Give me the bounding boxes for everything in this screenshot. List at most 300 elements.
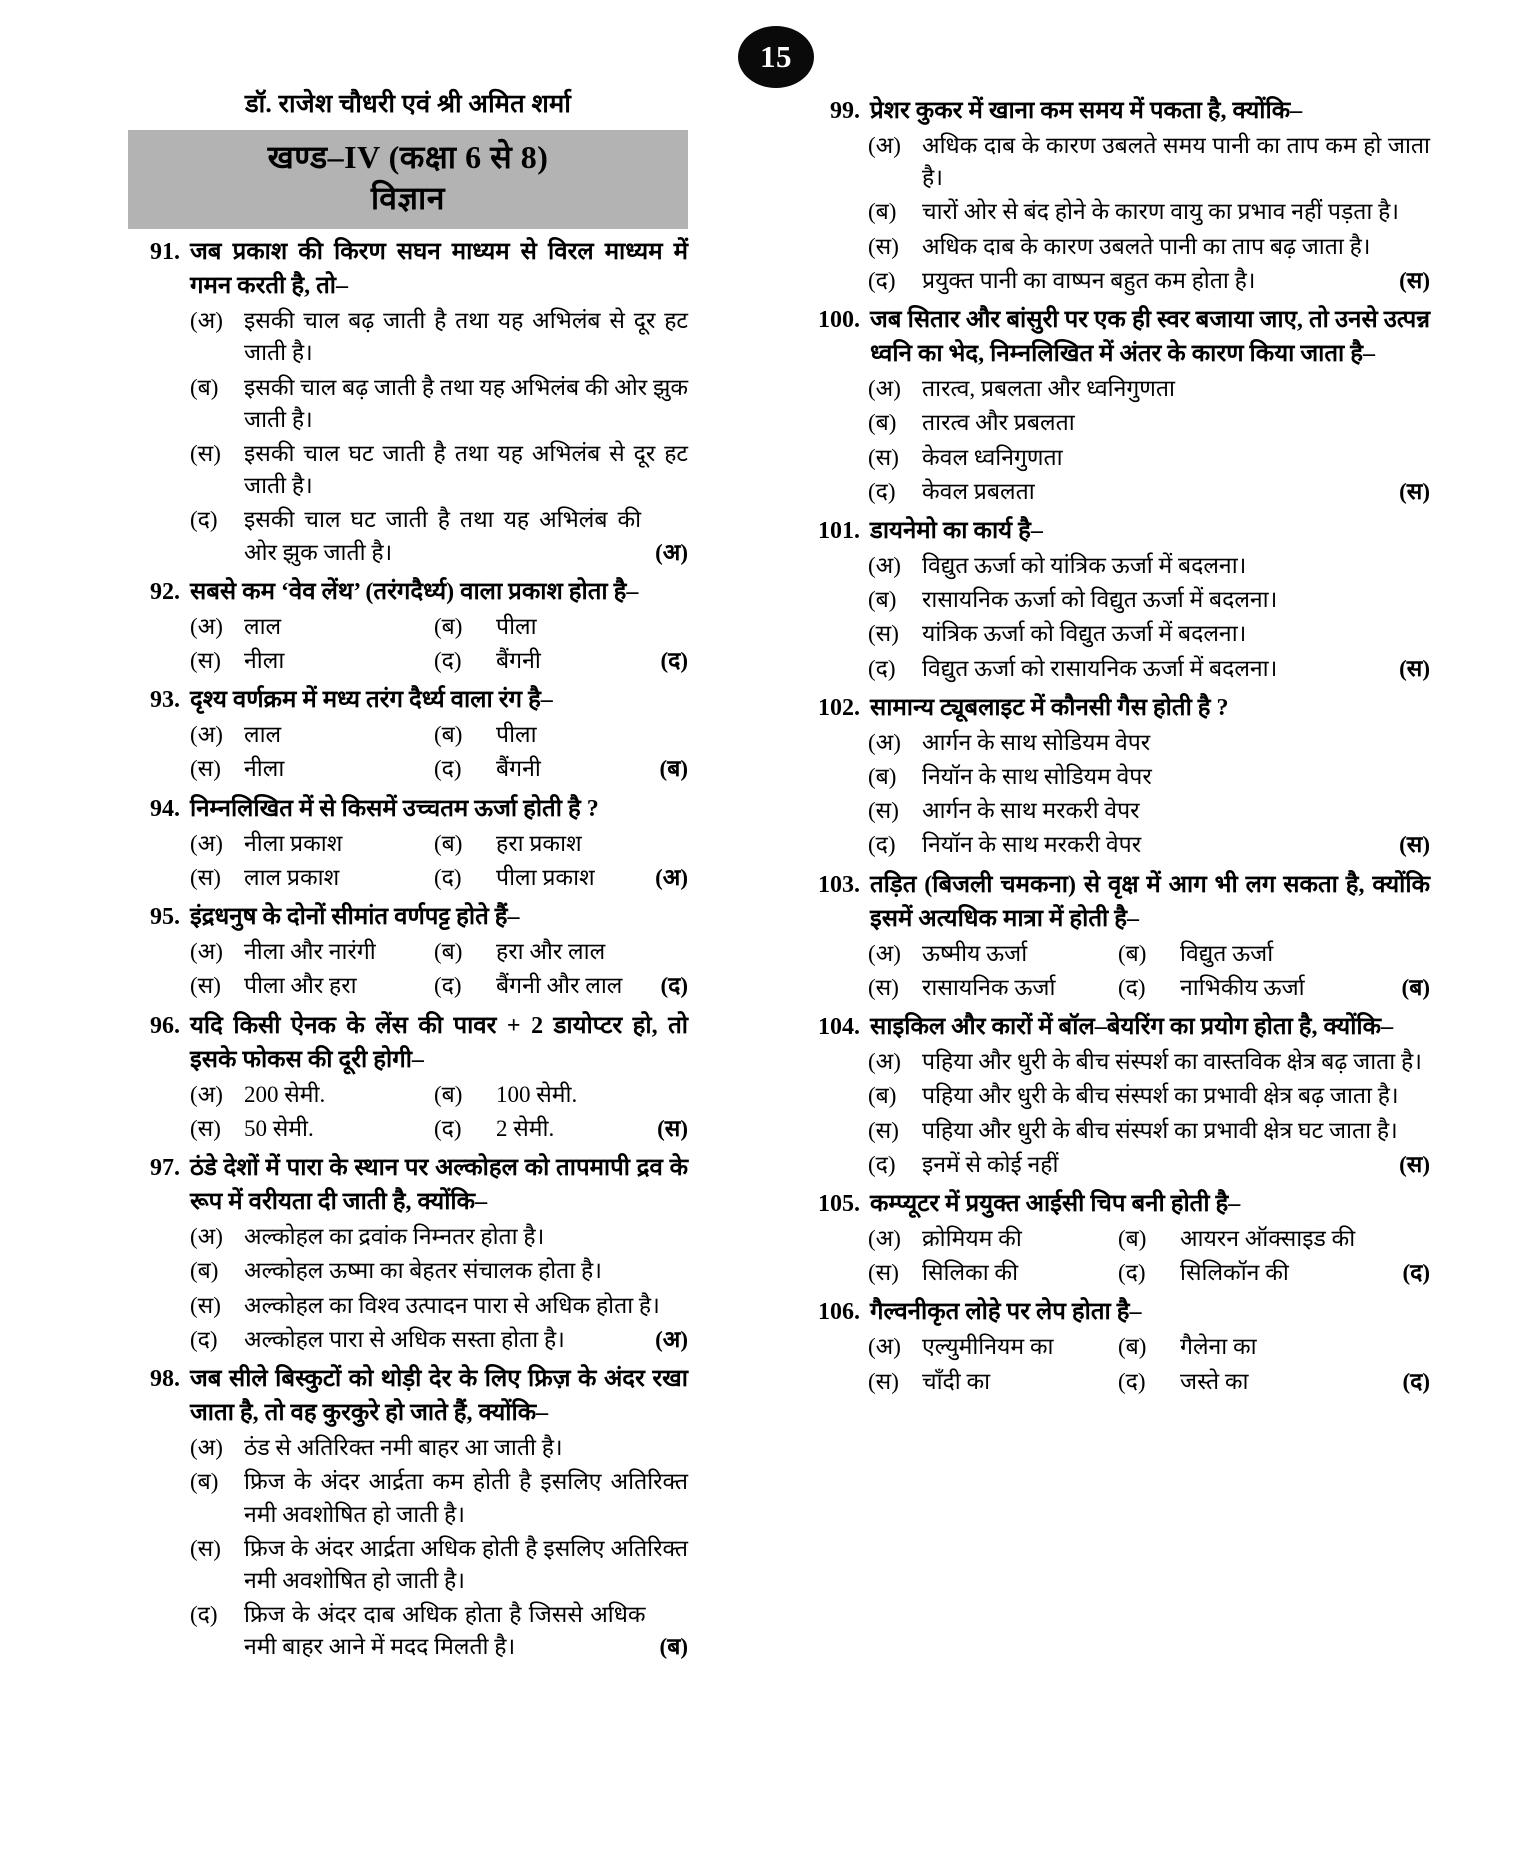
- question-text: सबसे कम ‘वेव लेंथ’ (तरंगदैर्ध्य) वाला प्रकाश होता है–: [190, 578, 639, 605]
- question-text: दृश्य वर्णक्रम में मध्य तरंग दैर्ध्य वाला रंग है–: [190, 687, 553, 714]
- option-item[interactable]: [868, 476, 1430, 508]
- option-key: (द): [1118, 1368, 1146, 1394]
- answer-key: (अ): [655, 864, 688, 890]
- option-label: बैंगनी: [496, 647, 541, 673]
- option-label: इसकी चाल बढ़ जाती है तथा यह अभिलंब की ओर झुक जाती है।: [244, 374, 688, 432]
- option-item[interactable]: [868, 442, 1430, 474]
- option-label: नाभिकीय ऊर्जा: [1180, 974, 1305, 1000]
- option-item[interactable]: [434, 719, 688, 751]
- section-header-band: [128, 130, 688, 229]
- left-column: [128, 0, 688, 1663]
- option-key: (स): [868, 233, 899, 259]
- option-key: (द): [868, 267, 896, 293]
- question-number: 98.: [150, 1365, 180, 1392]
- option-key: (ब): [868, 764, 897, 790]
- option-label: केवल प्रबलता: [922, 478, 1035, 504]
- option-item[interactable]: [868, 972, 1118, 1004]
- option-item[interactable]: [868, 584, 1430, 616]
- option-item[interactable]: [868, 1046, 1430, 1078]
- option-key: (स): [190, 440, 221, 466]
- question-number: 93.: [150, 687, 180, 714]
- option-label: 100 सेमी.: [496, 1081, 578, 1107]
- option-row: [868, 972, 1430, 1004]
- question-heading: [790, 691, 1430, 725]
- question-text: जब सितार और बांसुरी पर एक ही स्वर बजाया जाए, तो उनसे उत्पन्न ध्वनि का भेद, निम्नलिखित में अंतर के कारण किया जाता है–: [870, 307, 1430, 368]
- option-item[interactable]: [190, 862, 434, 894]
- option-item[interactable]: [868, 265, 1430, 297]
- option-list: [790, 938, 1430, 1004]
- option-label: नियॉन के साथ मरकरी वेपर: [922, 832, 1142, 858]
- option-label: हरा और लाल: [496, 939, 606, 965]
- option-item[interactable]: [1118, 938, 1430, 970]
- option-key: (स): [190, 864, 221, 890]
- option-key: (ब): [868, 587, 897, 613]
- option-label: अधिक दाब के कारण उबलते समय पानी का ताप कम हो जाता है।: [922, 133, 1430, 191]
- option-label: आयरन ऑक्साइड की: [1180, 1226, 1356, 1252]
- option-item[interactable]: [1118, 1331, 1430, 1363]
- question-heading: [790, 303, 1430, 371]
- option-label: पीला प्रकाश: [496, 864, 595, 890]
- answer-key: (ब): [659, 1634, 688, 1660]
- option-item[interactable]: [190, 1221, 688, 1253]
- option-label: ऊष्मीय ऊर्जा: [922, 940, 1028, 966]
- option-key: (ब): [190, 1469, 219, 1495]
- option-key: (अ): [868, 729, 901, 755]
- option-key: (ब): [190, 374, 219, 400]
- question-block: [128, 683, 688, 785]
- answer-key: (ब): [659, 756, 688, 782]
- option-item[interactable]: [190, 645, 434, 677]
- question-number: 94.: [150, 795, 180, 822]
- question-heading: [128, 575, 688, 609]
- option-list: [128, 305, 688, 569]
- option-item[interactable]: [190, 970, 434, 1002]
- option-key: (स): [868, 444, 899, 470]
- question-text: डायनेमो का कार्य है–: [870, 517, 1043, 544]
- option-item[interactable]: [868, 938, 1118, 970]
- question-heading: [128, 1151, 688, 1219]
- option-item[interactable]: [868, 1223, 1118, 1255]
- option-item[interactable]: [868, 130, 1430, 194]
- right-column: [790, 0, 1430, 1398]
- option-item[interactable]: [434, 970, 646, 1002]
- option-list: [790, 130, 1430, 297]
- answer-key: (अ): [655, 539, 688, 565]
- option-label: विद्युत ऊर्जा: [1180, 940, 1274, 966]
- option-label: सिलिकॉन की: [1180, 1260, 1289, 1286]
- answer-key: (स): [657, 1115, 688, 1141]
- option-label: चारों ओर से बंद होने के कारण वायु का प्रभाव नहीं पड़ता है।: [922, 199, 1400, 225]
- option-list: [790, 1046, 1430, 1181]
- option-label: बैंगनी: [496, 756, 541, 782]
- option-item[interactable]: [190, 1533, 688, 1597]
- question-heading: [790, 1010, 1430, 1044]
- option-list: [128, 936, 688, 1002]
- question-text: जब सीले बिस्कुटों को थोड़ी देर के लिए फ्रिज़ के अंदर रखा जाता है, तो वह कुरकुरे हो जाते हैं, क्योंकि–: [190, 1365, 688, 1427]
- option-row: [190, 1113, 688, 1145]
- option-item[interactable]: [1118, 1223, 1430, 1255]
- option-label: अल्कोहल का द्रवांक निम्नतर होता है।: [244, 1224, 545, 1250]
- option-list: [128, 1079, 688, 1145]
- option-item[interactable]: [190, 1079, 434, 1111]
- option-key: (स): [190, 1535, 221, 1561]
- question-heading: [790, 1295, 1430, 1329]
- author-credit: डॉ. राजेश चौधरी एवं श्री अमित शर्मा: [244, 89, 572, 118]
- option-key: (द): [434, 864, 462, 890]
- option-label: नीला: [244, 647, 285, 673]
- question-text: ठंडे देशों में पारा के स्थान पर अल्कोहल को तापमापी द्रव के रूप में वरीयता दी जाती है, क्योंकि–: [190, 1155, 688, 1216]
- option-key: (ब): [1118, 1226, 1147, 1252]
- option-label: इसकी चाल बढ़ जाती है तथा यह अभिलंब से दूर हट जाती है।: [244, 308, 688, 366]
- option-item[interactable]: [868, 653, 1430, 685]
- option-item[interactable]: [868, 196, 1430, 228]
- option-key: (स): [190, 973, 221, 999]
- option-item[interactable]: [868, 618, 1430, 650]
- option-key: (स): [190, 1115, 221, 1141]
- question-heading: [128, 1362, 688, 1430]
- option-key: (अ): [190, 1224, 223, 1250]
- option-key: (अ): [868, 1334, 901, 1360]
- option-key: (द): [1118, 1260, 1146, 1286]
- option-row: [190, 719, 688, 751]
- option-label: लाल: [244, 613, 282, 639]
- option-label: प्रयुक्त पानी का वाष्पन बहुत कम होता है।: [922, 267, 1256, 293]
- question-text: जब प्रकाश की किरण सघन माध्यम से विरल माध्यम में गमन करती है, तो–: [190, 239, 688, 300]
- option-row: [868, 1366, 1430, 1398]
- option-key: (अ): [190, 613, 223, 639]
- option-key: (अ): [190, 1081, 223, 1107]
- option-row: [190, 1079, 688, 1111]
- option-item[interactable]: [190, 504, 688, 568]
- option-list: [790, 373, 1430, 508]
- question-block: [790, 691, 1430, 862]
- question-number: 95.: [150, 904, 180, 931]
- option-label: 2 सेमी.: [496, 1115, 555, 1141]
- option-row: [190, 645, 688, 677]
- option-list: [790, 550, 1430, 685]
- question-number: 96.: [150, 1012, 180, 1039]
- option-label: नियॉन के साथ सोडियम वेपर: [922, 764, 1152, 790]
- question-number: 97.: [150, 1155, 180, 1182]
- option-key: (द): [434, 756, 462, 782]
- option-item[interactable]: [868, 1149, 1430, 1181]
- answer-key: (अ): [655, 1326, 688, 1352]
- option-row: [190, 970, 688, 1002]
- option-key: (अ): [868, 940, 901, 966]
- option-item[interactable]: [434, 753, 646, 785]
- option-label: केवल ध्वनिगुणता: [922, 444, 1063, 470]
- question-heading: [128, 683, 688, 717]
- section-title-line1: खण्ड–IV (कक्षा 6 से 8): [267, 138, 549, 175]
- option-item[interactable]: [190, 372, 688, 436]
- option-key: (अ): [868, 133, 901, 159]
- option-item[interactable]: [1118, 1366, 1388, 1398]
- option-item[interactable]: [190, 1324, 688, 1356]
- option-item[interactable]: [434, 645, 646, 677]
- option-key: (स): [868, 621, 899, 647]
- question-text: प्रेशर कुकर में खाना कम समय में पकता है, क्योंकि–: [870, 98, 1303, 124]
- option-item[interactable]: [868, 727, 1430, 759]
- option-key: (स): [868, 1117, 899, 1143]
- option-item[interactable]: [868, 1080, 1430, 1112]
- answer-key: (द): [660, 647, 688, 673]
- option-label: नीला: [244, 756, 285, 782]
- option-key: (द): [868, 1151, 896, 1177]
- question-block: [128, 1362, 688, 1663]
- option-key: (ब): [868, 199, 897, 225]
- page-number-text: 15: [760, 39, 792, 74]
- option-label: रासायनिक ऊर्जा को विद्युत ऊर्जा में बदलना।: [922, 587, 1278, 613]
- option-item[interactable]: [868, 795, 1430, 827]
- option-key: (ब): [1118, 1334, 1147, 1360]
- option-item[interactable]: [190, 611, 434, 643]
- question-number: 102.: [818, 694, 860, 721]
- question-heading: [128, 900, 688, 934]
- question-block: [128, 235, 688, 569]
- left-question-list: [128, 235, 688, 1663]
- option-row: [868, 1257, 1430, 1289]
- option-item[interactable]: [190, 1466, 688, 1530]
- option-key: (ब): [434, 830, 463, 856]
- question-number: 92.: [150, 578, 180, 605]
- option-key: (स): [190, 756, 221, 782]
- option-row: [190, 753, 688, 785]
- option-label: अधिक दाब के कारण उबलते पानी का ताप बढ़ जाता है।: [922, 233, 1371, 259]
- option-label: आर्गन के साथ सोडियम वेपर: [922, 729, 1151, 755]
- question-text: इंद्रधनुष के दोनों सीमांत वर्णपट्ट होते हैं–: [190, 904, 520, 931]
- option-label: तारत्व, प्रबलता और ध्वनिगुणता: [922, 376, 1175, 402]
- option-item[interactable]: [190, 305, 688, 369]
- option-key: (अ): [868, 376, 901, 402]
- option-list: [128, 828, 688, 894]
- question-number: 104.: [818, 1014, 860, 1041]
- option-item[interactable]: [190, 1432, 688, 1464]
- option-item[interactable]: [190, 828, 434, 860]
- option-label: नीला प्रकाश: [244, 830, 343, 856]
- option-item[interactable]: [868, 231, 1430, 263]
- question-heading: [790, 1187, 1430, 1221]
- option-label: अल्कोहल का विश्व उत्पादन पारा से अधिक होता है।: [244, 1292, 660, 1318]
- option-label: फ्रिज के अंदर आर्द्रता अधिक होती है इसलिए अतिरिक्त नमी अवशोषित हो जाती है।: [244, 1535, 688, 1593]
- option-key: (अ): [190, 308, 223, 334]
- option-list: [790, 1331, 1430, 1397]
- option-row: [190, 862, 688, 894]
- answer-key: (द): [660, 973, 688, 999]
- option-label: 200 सेमी.: [244, 1081, 326, 1107]
- option-key: (द): [190, 507, 218, 533]
- option-label: अल्कोहल ऊष्मा का बेहतर संचालक होता है।: [244, 1258, 602, 1284]
- option-item[interactable]: [868, 407, 1430, 439]
- option-key: (ब): [434, 1081, 463, 1107]
- option-row: [868, 1223, 1430, 1255]
- option-label: पहिया और धुरी के बीच संस्पर्श का प्रभावी क्षेत्र घट जाता है।: [922, 1117, 1398, 1143]
- option-key: (अ): [190, 722, 223, 748]
- option-item[interactable]: [190, 438, 688, 502]
- option-label: इनमें से कोई नहीं: [922, 1151, 1059, 1177]
- option-item[interactable]: [1118, 972, 1388, 1004]
- option-label: पीला: [496, 613, 537, 639]
- question-block: [790, 1187, 1430, 1289]
- option-item[interactable]: [434, 611, 688, 643]
- option-row: [868, 938, 1430, 970]
- question-text: यदि किसी ऐनक के लेंस की पावर + 2 डायोप्टर हो, तो इसके फोकस की दूरी होगी–: [190, 1012, 688, 1073]
- option-key: (द): [868, 655, 896, 681]
- answer-key: (द): [1402, 1368, 1430, 1394]
- question-block: [790, 94, 1430, 297]
- question-number: 106.: [818, 1299, 860, 1326]
- option-key: (अ): [190, 939, 223, 965]
- option-item[interactable]: [190, 1113, 434, 1145]
- option-key: (द): [868, 478, 896, 504]
- option-list: [128, 1432, 688, 1663]
- option-key: (अ): [868, 1049, 901, 1075]
- option-item[interactable]: [190, 1255, 688, 1287]
- option-label: बैंगनी और लाल: [496, 973, 623, 999]
- right-question-list: [790, 94, 1430, 1398]
- question-block: [128, 1151, 688, 1356]
- option-item[interactable]: [434, 828, 688, 860]
- question-block: [790, 303, 1430, 508]
- option-label: लाल: [244, 722, 282, 748]
- option-label: 50 सेमी.: [244, 1115, 314, 1141]
- option-label: हरा प्रकाश: [496, 830, 582, 856]
- option-label: विद्युत ऊर्जा को रासायनिक ऊर्जा में बदलना।: [922, 655, 1278, 681]
- option-key: (द): [190, 1602, 218, 1628]
- option-item[interactable]: [868, 1115, 1430, 1147]
- question-text: साइकिल और कारों में बॉल–बेयरिंग का प्रयोग होता है, क्योंकि–: [870, 1014, 1394, 1041]
- answer-key: (स): [1399, 1151, 1430, 1177]
- option-row: [868, 1331, 1430, 1363]
- option-item[interactable]: [434, 862, 641, 894]
- option-key: (ब): [1118, 940, 1147, 966]
- option-item[interactable]: [190, 936, 434, 968]
- option-label: सिलिका की: [922, 1260, 1019, 1286]
- option-item[interactable]: [868, 829, 1430, 861]
- option-item[interactable]: [434, 1113, 643, 1145]
- option-item[interactable]: [868, 550, 1430, 582]
- question-number: 103.: [818, 871, 860, 898]
- option-label: रासायनिक ऊर्जा: [922, 974, 1056, 1000]
- option-label: चाँदी का: [922, 1368, 991, 1394]
- question-number: 105.: [818, 1190, 860, 1217]
- answer-key: (स): [1399, 655, 1430, 681]
- option-key: (स): [868, 1368, 899, 1394]
- option-key: (अ): [868, 553, 901, 578]
- option-key: (स): [868, 798, 899, 824]
- option-key: (द): [190, 1326, 218, 1352]
- option-item[interactable]: [868, 761, 1430, 793]
- option-label: ठंड से अतिरिक्त नमी बाहर आ जाती है।: [244, 1435, 563, 1461]
- answer-key: (स): [1399, 267, 1430, 293]
- option-label: तारत्व और प्रबलता: [922, 410, 1075, 436]
- question-number: 91.: [150, 239, 180, 266]
- option-key: (द): [868, 832, 896, 858]
- option-key: (ब): [190, 1258, 219, 1284]
- question-text: निम्नलिखित में से किसमें उच्चतम ऊर्जा होती है ?: [190, 795, 599, 822]
- option-label: क्रोमियम की: [922, 1226, 1022, 1252]
- option-item[interactable]: [190, 719, 434, 751]
- option-label: इसकी चाल घट जाती है तथा यह अभिलंब से दूर हट जाती है।: [244, 440, 688, 499]
- question-text: सामान्य ट्यूबलाइट में कौनसी गैस होती है ?: [870, 694, 1229, 721]
- option-key: (द): [1118, 974, 1146, 1000]
- option-key: (अ): [190, 830, 223, 856]
- option-key: (द): [434, 973, 462, 999]
- option-label: जस्ते का: [1180, 1368, 1249, 1394]
- option-list: [128, 719, 688, 785]
- answer-key: (स): [1399, 478, 1430, 504]
- option-key: (ब): [434, 939, 463, 965]
- question-block: [790, 1295, 1430, 1397]
- question-number: 101.: [818, 517, 860, 544]
- option-item[interactable]: [434, 1079, 688, 1111]
- option-item[interactable]: [868, 373, 1430, 405]
- option-row: [190, 611, 688, 643]
- option-list: [128, 1221, 688, 1356]
- option-label: पहिया और धुरी के बीच संस्पर्श का प्रभावी क्षेत्र बढ़ जाता है।: [922, 1083, 1399, 1109]
- option-key: (स): [190, 1292, 221, 1318]
- option-item[interactable]: [1118, 1257, 1388, 1289]
- option-key: (ब): [434, 613, 463, 639]
- question-heading: [128, 235, 688, 303]
- option-key: (द): [434, 647, 462, 673]
- option-item[interactable]: [868, 1257, 1118, 1289]
- question-number: 100.: [818, 307, 860, 334]
- answer-key: (द): [1402, 1260, 1430, 1286]
- question-block: [128, 900, 688, 1002]
- option-label: विद्युत ऊर्जा को यांत्रिक ऊर्जा में बदलना।: [922, 553, 1247, 578]
- question-block: [128, 575, 688, 677]
- option-key: (ब): [868, 410, 897, 436]
- option-label: एल्युमीनियम का: [922, 1334, 1054, 1360]
- question-block: [128, 792, 688, 894]
- question-text: गैल्वनीकृत लोहे पर लेप होता है–: [870, 1299, 1142, 1326]
- option-key: (ब): [434, 722, 463, 748]
- question-text: तड़ित (बिजली चमकना) से वृक्ष में आग भी लग सकता है, क्योंकि इसमें अत्यधिक मात्रा में होती है–: [870, 871, 1430, 932]
- option-item[interactable]: [868, 1366, 1118, 1398]
- option-label: फ्रिज के अंदर दाब अधिक होता है जिससे अधिक नमी बाहर आने में मदद मिलती है।: [244, 1602, 646, 1660]
- option-key: (द): [434, 1115, 462, 1141]
- option-item[interactable]: [190, 1290, 688, 1322]
- question-block: [790, 1010, 1430, 1181]
- question-heading: [128, 1009, 688, 1077]
- question-text: कम्प्यूटर में प्रयुक्त आईसी चिप बनी होती है–: [870, 1190, 1241, 1217]
- option-item[interactable]: [868, 1331, 1118, 1363]
- option-list: [790, 1223, 1430, 1289]
- option-list: [128, 611, 688, 677]
- section-title-line2: विज्ञान: [370, 180, 446, 217]
- option-label: पीला: [496, 722, 537, 748]
- option-label: लाल प्रकाश: [244, 864, 340, 890]
- question-block: [790, 514, 1430, 685]
- option-item[interactable]: [190, 753, 434, 785]
- option-key: (अ): [868, 1226, 901, 1252]
- answer-key: (स): [1399, 832, 1430, 858]
- option-row: [190, 828, 688, 860]
- option-label: अल्कोहल पारा से अधिक सस्ता होता है।: [244, 1326, 565, 1352]
- option-item[interactable]: [434, 936, 688, 968]
- option-item[interactable]: [190, 1599, 688, 1663]
- option-label: फ्रिज के अंदर आर्द्रता कम होती है इसलिए अतिरिक्त नमी अवशोषित हो जाती है।: [244, 1469, 688, 1527]
- answer-key: (ब): [1401, 974, 1430, 1000]
- option-row: [190, 936, 688, 968]
- question-heading: [128, 792, 688, 826]
- option-label: नीला और नारंगी: [244, 939, 376, 965]
- question-block: [790, 868, 1430, 1005]
- question-heading: [790, 514, 1430, 548]
- option-label: गैलेना का: [1180, 1334, 1257, 1360]
- option-key: (स): [868, 1260, 899, 1286]
- option-label: पहिया और धुरी के बीच संस्पर्श का वास्तविक क्षेत्र बढ़ जाता है।: [922, 1049, 1422, 1075]
